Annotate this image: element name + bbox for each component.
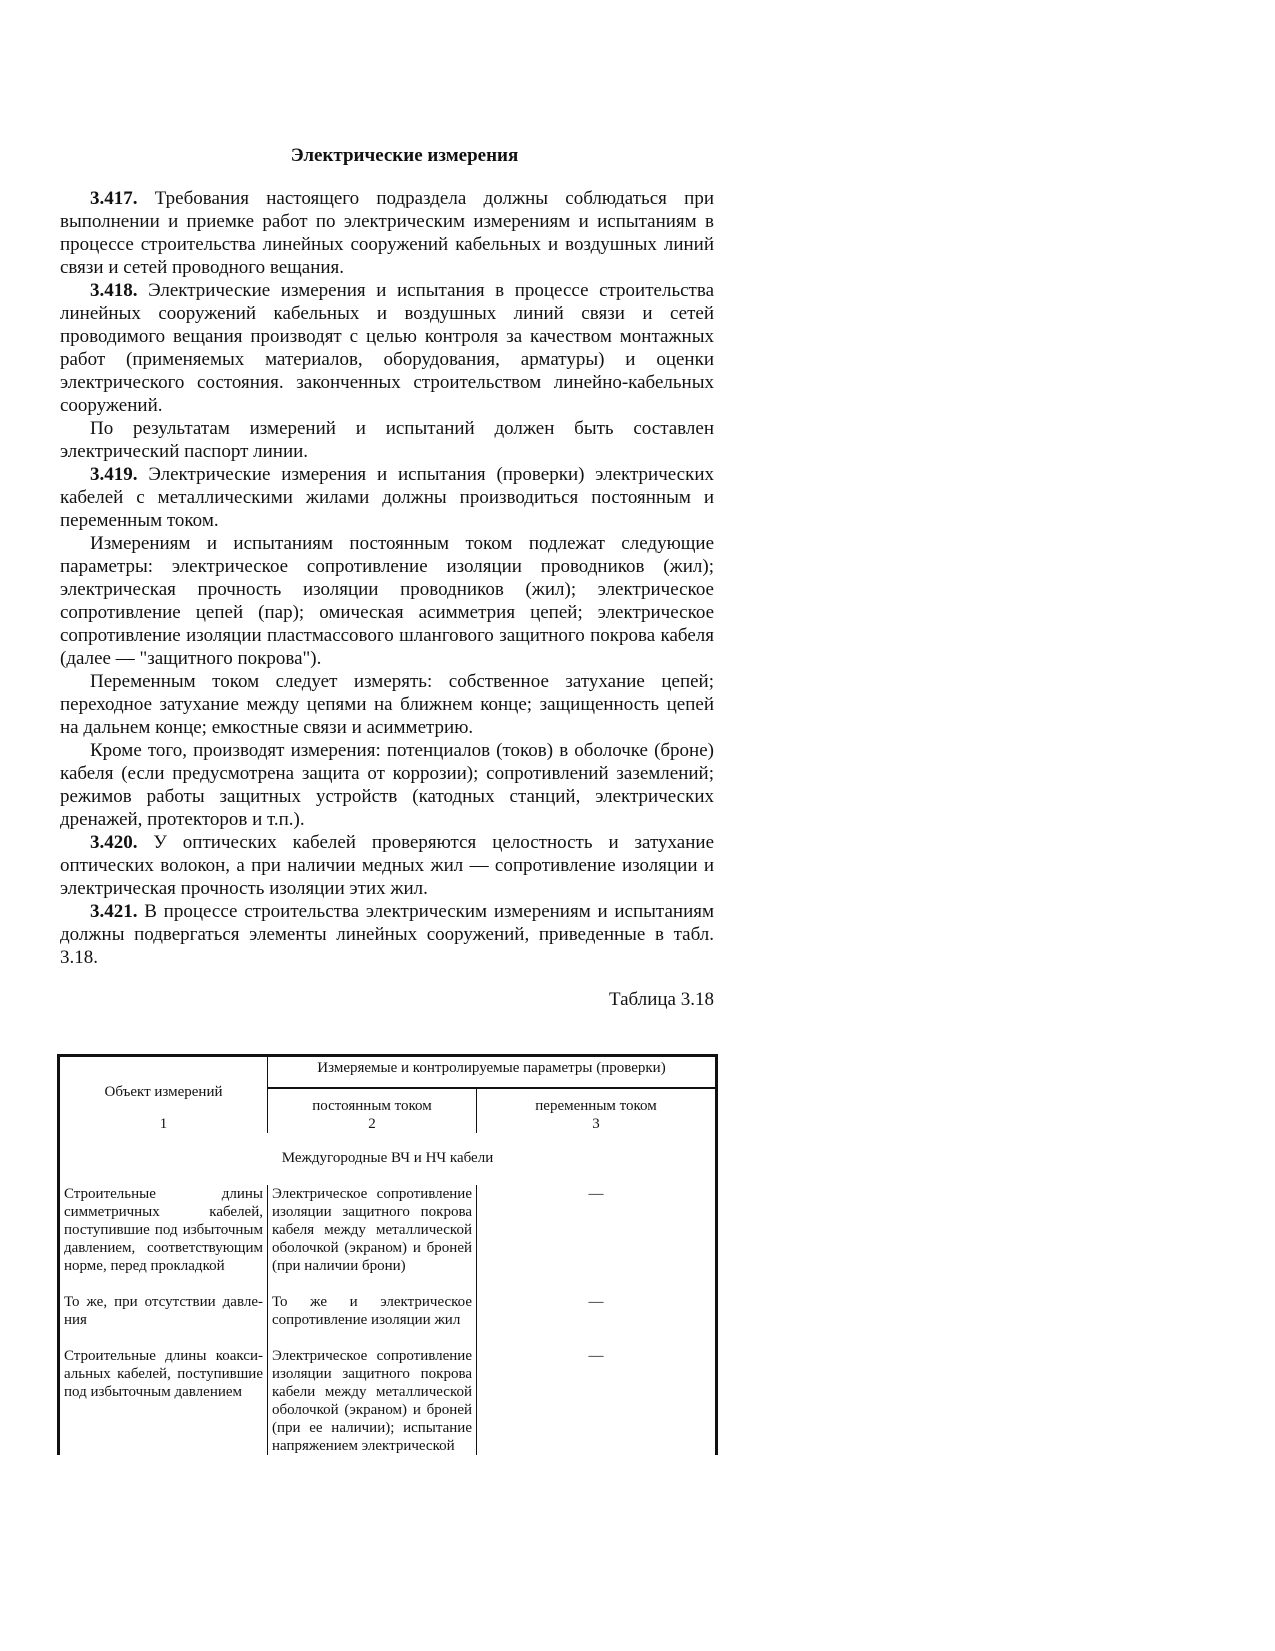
paragraph-text: Переменным током следует измерять: собственное затухание цепей; переходное затухание между цепями на ближнем конце; защищенность цепей на дальнем конце; емкостные связи и асимметрию. [60,671,714,738]
table-row [59,1347,717,1455]
paragraph-text: Кроме того, производят измерения: потенциалов (токов) в оболочке (броне) кабеля (если предусмотрена защита от коррозии); сопротивлений заземлений; режимов работы защитных устройств (катодных станций, электрических дренажей, протекторов и т.п.). [60,740,714,830]
paragraph-3-418 [60,279,714,417]
paragraph-text: По результатам измерений и испытаний должен быть составлен электрический паспорт линии. [60,418,714,462]
cell-object: Строительные длины симметричных кабелей, поступившие под избыточным давлением, соответствующим норме, перед прокладкой [59,1185,268,1275]
table-caption: Таблица 3.18 [608,989,714,1010]
paragraph-text: В процессе строительства электрическим измерениям и испытаниям должны подвергаться элементы линейных сооружений, приведенные в табл. 3.18. [60,901,714,968]
clause-number: 3.420. [90,832,138,853]
paragraph-3-419 [60,463,714,532]
paragraph-passport [60,417,714,463]
table-row [59,1185,717,1275]
paragraph-additional [60,739,714,831]
paragraph-dc-tests [60,532,714,670]
header-parameters: Измеряемые и контролируемые параметры (проверки) [268,1056,717,1089]
cell-object: Строительные длины коаксиальных кабелей, поступившие под избыточным давлением [59,1347,268,1455]
gap-cell [477,1329,717,1347]
header-ac: переменным током [477,1088,717,1115]
paragraph-3-420 [60,831,714,900]
clause-number: 3.421. [90,901,138,922]
column-number: 2 [268,1115,477,1133]
gap-cell [59,1329,268,1347]
paragraph-text: Требования настоящего подраздела должны соблюдаться при выполнении и приемке работ по электрическим измерениям и испытаниям в процессе строительства линейных сооружений кабельных и воздушных линий связи и сетей проводного вещания. [60,188,714,278]
gap-cell [477,1275,717,1293]
clause-number: 3.418. [90,280,138,301]
cell-ac: — [477,1293,717,1329]
document-body [60,145,714,1011]
paragraph-3-417 [60,187,714,279]
column-number: 3 [477,1115,717,1133]
paragraph-text: Электрические измерения и испытания (проверки) электрических кабелей с металлическими жилами должны производиться постоянным и переменным током. [60,464,714,531]
cell-object: То же, при отсутствии давления [59,1293,268,1329]
table-row [59,1293,717,1329]
gap-cell [59,1275,268,1293]
section-title: Междугородные ВЧ и НЧ кабели [59,1133,717,1185]
measurements-table [57,1054,718,1455]
table-gap [59,1275,717,1293]
paragraph-text: У оптических кабелей проверяются целостность и затухание оптических волокон, а при наличии медных жил — сопротивление изоляции и электрическая прочность изоляции этих жил. [60,832,714,899]
paragraph-ac-tests [60,670,714,739]
gap-cell [268,1329,477,1347]
column-number: 1 [59,1115,268,1133]
table-number-row [59,1115,717,1133]
header-dc: постоянным током [268,1088,477,1115]
table-header-row [59,1056,717,1089]
paragraph-text: Измерениям и испытаниям постоянным током подлежат следующие параметры: электрическое сопротивление изоляции проводников (жил); электрическая прочность изоляции проводников (жил); электрическое сопротивление цепей (пар); омическая асимметрия цепей; электрическое сопротивление изоляции пластмассового шлангового защитного покрова кабеля (далее — "защитного покрова"). [60,533,714,669]
clause-number: 3.417. [90,188,138,209]
header-object: Объект измерений [59,1056,268,1116]
paragraph-text: Электрические измерения и испытания в процессе строительства линейных сооружений кабельных и воздушных линий связи и сетей проводимого вещания производят с целью контроля за качеством монтажных работ (применяемых материалов, оборудования, арматуры) и оценки электрического состояния. законченных строительством линейно-кабельных сооружений. [60,280,714,416]
section-heading: Электрические измерения [290,145,519,166]
paragraph-3-421 [60,900,714,969]
cell-ac: — [477,1347,717,1455]
cell-dc: То же и электрическое сопротивление изоляции жил [268,1293,477,1329]
gap-cell [268,1275,477,1293]
table-gap [59,1329,717,1347]
clause-number: 3.419. [90,464,138,485]
cell-ac: — [477,1185,717,1275]
cell-dc: Электрическое сопротивление изоляции защитного покрова кабели между металлической оболочкой (экраном) и броней (при ее наличии); испытание напряжением электрической [268,1347,477,1455]
cell-dc: Электрическое сопротивление изоляции защитного покрова кабеля между металлической оболочкой (экраном) и броней (при наличии брони) [268,1185,477,1275]
table-section-row [59,1133,717,1185]
